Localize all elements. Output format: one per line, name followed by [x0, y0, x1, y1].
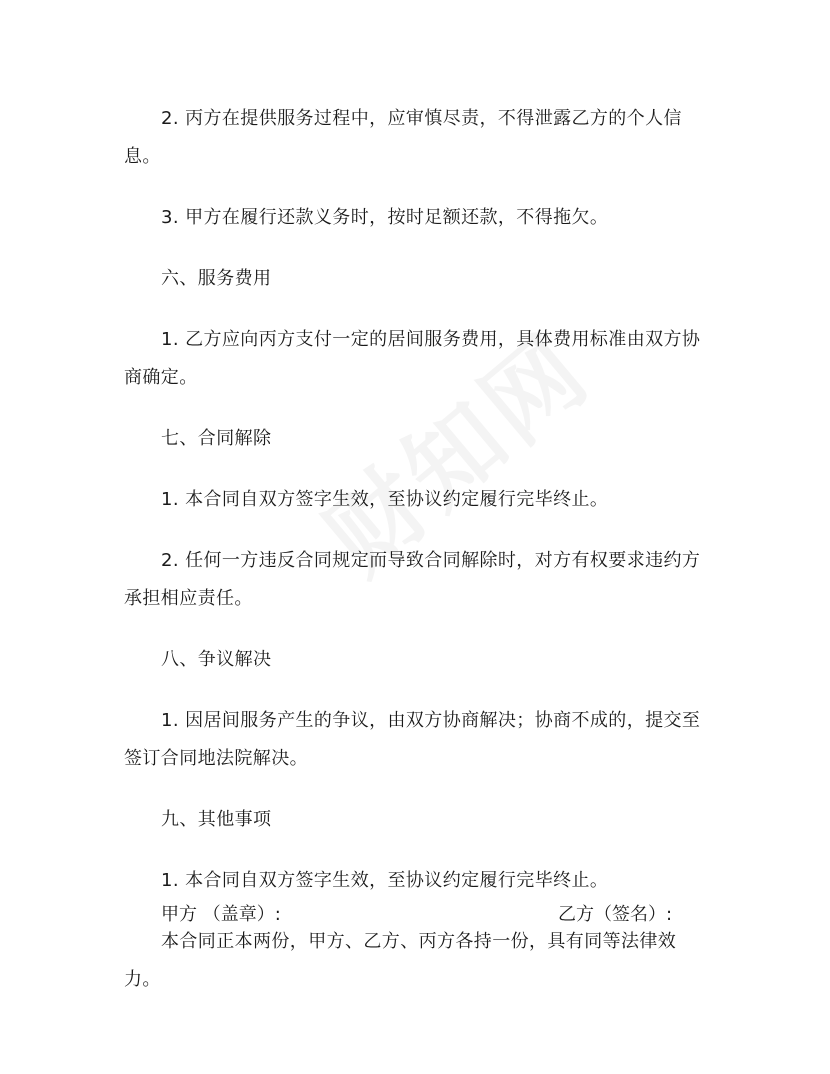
- party-a-seal-label: 甲方 （盖章）:: [161, 904, 281, 925]
- clause-breach-liability: 2. 任何一方违反合同规定而导致合同解除时，对方有权要求违约方承担相应责任。: [124, 550, 701, 609]
- clause-effective-term: 1. 本合同自双方签字生效，至协议约定履行完毕终止。: [161, 489, 609, 510]
- clause-service-fee: 1. 乙方应向丙方支付一定的居间服务费用，具体费用标准由双方协商确定。: [124, 329, 701, 388]
- section-heading-service-fees: 六、服务费用: [161, 268, 272, 289]
- clause-other-effective: 1. 本合同自双方签字生效，至协议约定履行完毕终止。: [161, 870, 609, 891]
- clause-2-confidentiality: 2. 丙方在提供服务过程中，应审慎尽责，不得泄露乙方的个人信息。: [124, 108, 682, 167]
- clause-copies: 本合同正本两份，甲方、乙方、丙方各持一份，具有同等法律效力。: [124, 931, 677, 990]
- clause-dispute-resolution: 1. 因居间服务产生的争议，由双方协商解决；协商不成的，提交至签订合同地法院解决。: [124, 710, 701, 769]
- clause-3-repayment: 3. 甲方在履行还款义务时，按时足额还款，不得拖欠。: [161, 207, 609, 228]
- section-heading-termination: 七、合同解除: [161, 428, 272, 449]
- signature-row: [124, 896, 702, 934]
- section-heading-other: 九、其他事项: [161, 809, 272, 830]
- section-heading-dispute: 八、争议解决: [161, 649, 272, 670]
- party-b-signature-label: 乙方（签名）:: [558, 904, 673, 925]
